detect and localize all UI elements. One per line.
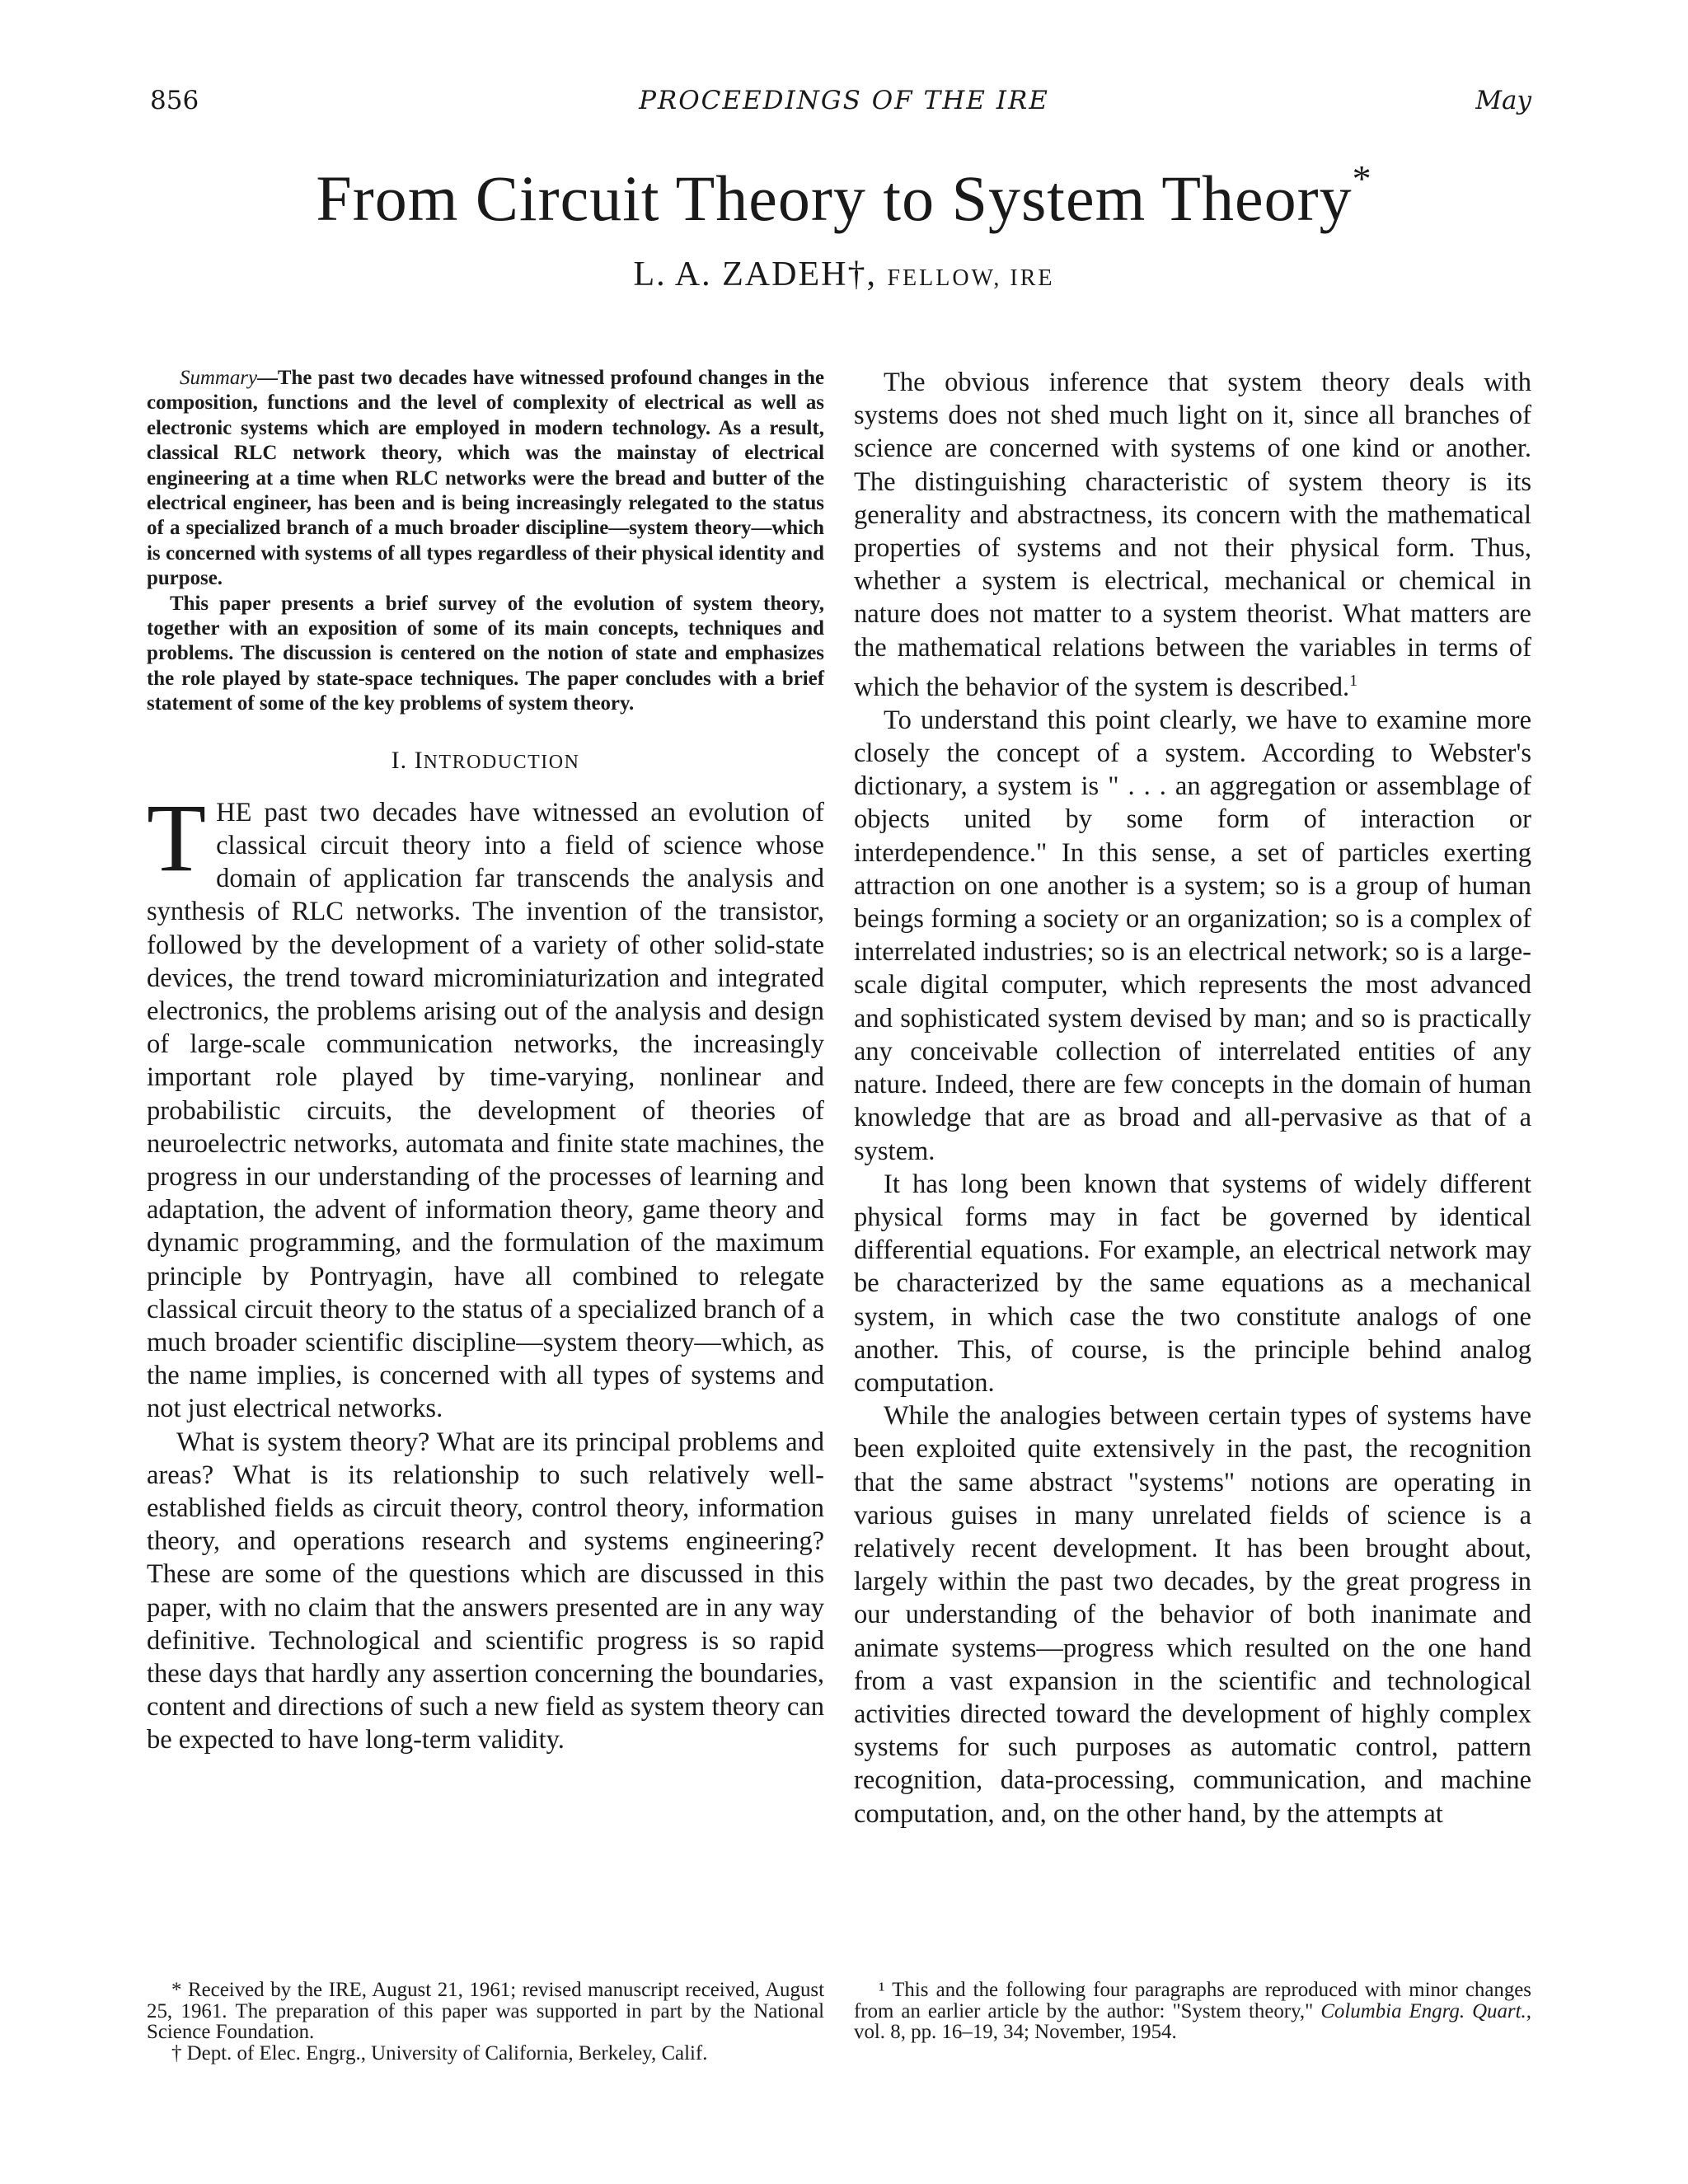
footnotes-right: [854, 1980, 1531, 2043]
body-paragraph: It has long been known that systems of widely different physical forms may in fact be governed by identical differential equations. For example, an electrical network may be characterized by the same equations as a mechanical system, in which case the two constitute analogs of one another. This, of course, is the principle behind analog computation.: [854, 1169, 1531, 1398]
footnote-affiliation: † Dept. of Elec. Engrg., University of California, Berkeley, Calif.: [171, 2041, 708, 2064]
body-paragraph: While the analogies between certain types of systems have been exploited quite extensively in the past, the recognition that the same abstract "systems" notions are operating in various guises in many unrelated fields of science is a relatively recent development. It has been brought about, largely within the past two decades, by the great progress in our understanding of the behavior of both inanimate and animate systems—progress which resulted on the one hand from a vast expansion in the scientific and technological activities directed toward the development of highly complex systems for such purposes as automatic control, pattern recognition, data-processing, communication, and machine computation, and, on the other hand, by the attempts at: [854, 1401, 1531, 1829]
abstract-lead: Summary: [180, 367, 258, 389]
intro-paragraph: What is system theory? What are its principal problems and areas? What is its relationship to such relatively well-established fields as circuit theory, control theory, information theory, and operations research and systems engineering? These are some of the questions which are discussed in this paper, with no claim that the answers presented are in any way definitive. Technological and scientific progress is so rapid these days that hardly any assertion concerning the boundaries, content and directions of such a new field as system theory can be expected to have long-term validity.: [147, 1427, 824, 1755]
footnote-text: ¹ This and the following four paragraphs are reproduced with minor changes from an earlier article by the author: "System theory,": [854, 1979, 1531, 2022]
left-column: [147, 366, 824, 1757]
intro-lead-word: HE: [216, 797, 252, 827]
right-body: [854, 366, 1531, 1830]
author-affiliation: FELLOW, IRE: [887, 265, 1055, 291]
author-line: [0, 255, 1688, 294]
running-header: PROCEEDINGS OF THE IRE: [639, 86, 1049, 115]
abstract-text: —The past two decades have witnessed profound changes in the composition, functions and the level of complexity of electrical as well as electronic systems which are employed in modern technology. As a result, classical RLC network theory, which was the mainstay of electrical engineering at a time when RLC networks were the bread and butter of the electrical engineer, has been and is being increasingly relegated to the status of a specialized branch of a much broader discipline—system theory—which is concerned with systems of all types regardless of their physical identity and purpose.: [147, 367, 824, 590]
title-footnote-marker: *: [1352, 157, 1372, 199]
body-text: The obvious inference that system theory deals with systems does not shed much light on it, since all branches of science are concerned with systems of one kind or another. The distinguishing characteristic of system theory is its generality and abstractness, its concern with the mathematical properties of systems and not their physical form. Thus, whether a system is electrical, mechanical or chemical in nature does not matter to a system theorist. What matters are the mathematical relations between the variables in terms of which the behavior of the system is described.: [854, 368, 1531, 702]
section-title: NTRODUCTION: [423, 751, 580, 773]
issue-month: May: [1475, 86, 1531, 115]
section-numeral: I. I: [391, 746, 424, 774]
paper-title: [0, 157, 1688, 236]
footnote-1: [854, 1980, 1531, 2043]
footnote-journal: Columbia Engrg. Quart.: [1320, 1999, 1526, 2022]
drop-cap: T: [147, 783, 207, 892]
footnote-received: * Received by the IRE, August 21, 1961; revised manuscript received, August 25, 1961. The preparation of this paper was supported in part by the National Science Foundation.: [147, 1979, 824, 2043]
footnotes-left: [147, 1980, 824, 2064]
footnote-text: , vol. 8, pp. 16–19, 34; November, 1954.: [854, 1999, 1531, 2043]
section-heading: [147, 747, 824, 775]
intro-text: past two decades have witnessed an evolution of classical circuit theory into a field of science whose domain of application far transcends the analysis and synthesis of RLC networks. The invention of the transistor, followed by the development of a variety of other solid-state devices, the trend toward microminiaturization and integrated electronics, the problems arising out of the analysis and design of large-scale communication networks, the increasingly important role played by time-varying, nonlinear and probabilistic circuits, the development of theories of neuroelectric networks, automata and finite state machines, the progress in our understanding of the processes of learning and adaptation, the advent of information theory, game theory and dynamic programming, and the formulation of the maximum principle by Pontryagin, have all combined to relegate classical circuit theory to the status of a specialized branch of a much broader scientific discipline—system theory—which, as the name implies, is concerned with all types of systems and not just electrical networks.: [147, 797, 824, 1424]
body-paragraph: To understand this point clearly, we have to examine more closely the concept of a system. According to Webster's dictionary, a system is " . . . an aggregation or assemblage of objects united by some form of interaction or interdependence." In this sense, a set of particles exerting attraction on one another is a system; so is a group of human beings forming a society or an organization; so is a complex of interrelated industries; so is an electrical network; so is a large-scale digital computer, which represents the most advanced and sophisticated system devised by man; and so is practically any conceivable collection of interrelated entities of any nature. Indeed, there are few concepts in the domain of human knowledge that are as broad and all-pervasive as that of a system.: [854, 705, 1531, 1166]
intro-paragraph: [147, 783, 824, 1426]
intro-body: [147, 783, 824, 1757]
title-text: From Circuit Theory to System Theory: [316, 162, 1353, 234]
page-number: 856: [150, 86, 199, 115]
abstract-paragraph: This paper presents a brief survey of the evolution of system theory, together with an exposition of some of its main concepts, techniques and problems. The discussion is centered on the notion of state and emphasizes the role played by state-space techniques. The paper concludes with a brief statement of some of the key problems of system theory.: [147, 592, 824, 715]
author-name: L. A. ZADEH†,: [633, 255, 888, 293]
footnote-ref: 1: [1349, 671, 1358, 690]
abstract: [147, 366, 824, 717]
body-paragraph: [854, 366, 1531, 704]
abstract-paragraph: [147, 366, 824, 592]
right-column: [854, 366, 1531, 1830]
